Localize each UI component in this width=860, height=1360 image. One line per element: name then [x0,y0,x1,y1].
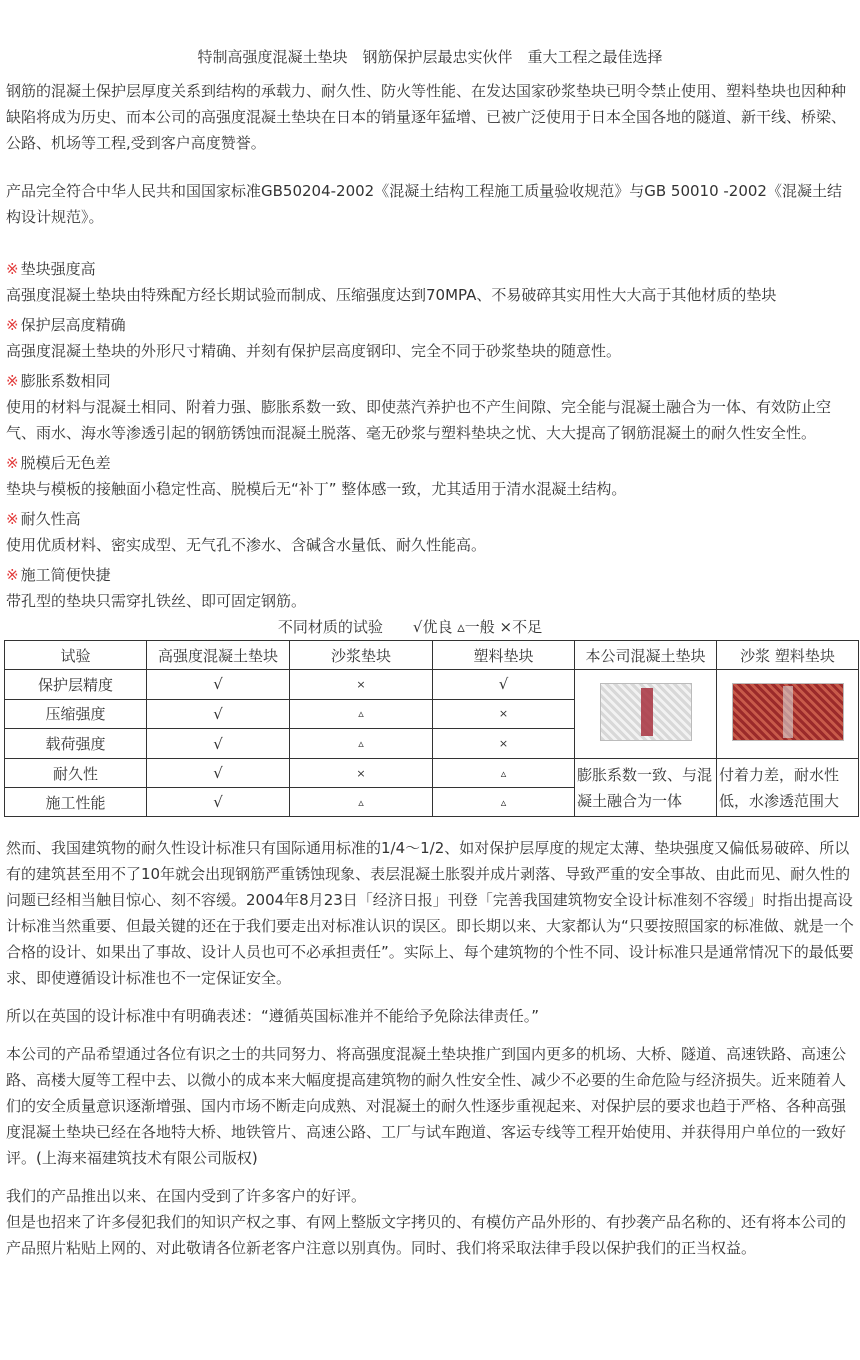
asterisk-mark-icon: ※ [6,372,19,390]
ip-warning-paragraph: 但是也招来了许多侵犯我们的知识产权之事、有网上整版文字拷贝的、有模仿产品外形的、有抄袭产品名称的、还有将本公司的产品照片粘贴上网的、对此敬请各位新老客户注意以别真伪。同时、我们将采取法律手段以保护我们的正当权益。 [6,1213,847,1257]
table-cell: √ [147,670,290,700]
article-title: 特制高强度混凝土垫块 钢筋保护层最忠实伙伴 重大工程之最佳选择 [197,48,663,66]
feature-heading: ※ 耐久性高 [6,510,81,528]
row-label: 压缩强度 [5,699,147,729]
feature-list [6,256,854,614]
table-cell: √ [433,670,575,700]
table-cell: √ [147,788,290,817]
feature-heading: ※ 施工简便快捷 [6,566,111,584]
other-block-photo-cell [717,670,859,759]
company-block-photo [600,683,692,741]
other-block-description: 付着力差，耐水性低，水渗透范围大 [717,759,859,817]
row-label: 耐久性 [5,759,147,788]
row-label: 载荷强度 [5,729,147,759]
standard-paragraph: 产品完全符合中华人民共和国国家标准GB50204-2002《混凝土结构工程施工质量验收规范》与GB 50010 -2002《混凝土结构设计规范》。 [6,182,842,226]
article [0,46,860,1261]
praise-paragraph: 我们的产品推出以来、在国内受到了许多客户的好评。 [6,1187,367,1205]
table-cell: √ [147,699,290,729]
table-row [5,759,859,788]
header-cell: 沙浆垫块 [290,641,433,670]
asterisk-mark-icon: ※ [6,454,19,472]
company-block-photo-cell [575,670,717,759]
uk-standard-paragraph: 所以在英国的设计标准中有明确表述：“遵循英国标准并不能给予免除法律责任。” [6,1007,540,1025]
header-cell: 试验 [5,641,147,670]
table-cell: ▵ [290,729,433,759]
asterisk-mark-icon: ※ [6,316,19,334]
comparison-table [4,640,859,817]
table-cell: ▵ [290,788,433,817]
table-cell: √ [147,729,290,759]
table-cell: × [433,729,575,759]
feature-text: 高强度混凝土垫块由特殊配方经长期试验而制成、压缩强度达到70MPA、不易破碎其实用性大大高于其他材质的垫块 [6,286,777,304]
feature-text: 使用的材料与混凝土相同、附着力强、膨胀系数一致、即使蒸汽养护也不产生间隙、完全能与混凝土融合为一体、有效防止空气、雨水、海水等渗透引起的钢筋锈蚀而混凝土脱落、毫无砂浆与塑料垫块之忧、大大提高了钢筋混凝土的耐久性安全性。 [6,398,832,442]
table-cell: ▵ [290,699,433,729]
asterisk-mark-icon: ※ [6,510,19,528]
header-cell: 高强度混凝土垫块 [147,641,290,670]
table-cell: × [290,759,433,788]
asterisk-mark-icon: ※ [6,260,19,278]
table-cell: √ [147,759,290,788]
feature-heading: ※ 垫块强度高 [6,260,96,278]
table-row [5,670,859,700]
table-cell: ▵ [433,759,575,788]
feature-text: 带孔型的垫块只需穿扎铁丝、即可固定钢筋。 [6,592,307,610]
feature-text: 高强度混凝土垫块的外形尺寸精确、并刻有保护层高度钢印、完全不同于砂浆垫块的随意性。 [6,342,622,360]
table-cell: ▵ [433,788,575,817]
table-cell: × [290,670,433,700]
row-label: 保护层精度 [5,670,147,700]
row-label: 施工性能 [5,788,147,817]
header-cell: 沙浆 塑料垫块 [717,641,859,670]
intro-paragraph: 钢筋的混凝土保护层厚度关系到结构的承载力、耐久性、防火等性能、在发达国家砂浆垫块已明令禁止使用、塑料垫块也因种种缺陷将成为历史、而本公司的高强度混凝土垫块在日本的销量逐年猛增、已被广泛使用于日本全国各地的隧道、新干线、桥梁、公路、机场等工程,受到客户高度赞誉。 [6,82,847,152]
asterisk-mark-icon: ※ [6,566,19,584]
other-block-photo [732,683,844,741]
durability-paragraph: 然而、我国建筑物的耐久性设计标准只有国际通用标准的1/4～1/2、如对保护层厚度的规定太薄、垫块强度又偏低易破碎、所以有的建筑甚至用不了10年就会出现钢筋严重锈蚀现象、表层混凝土胀裂并成片剥落、导致严重的安全事故、由此而见、耐久性的问题已经相当触目惊心、刻不容缓。2004年8月23日「经济日报」刊登「完善我国建筑物安全设计标准刻不容缓」时指出提高设计标准当然重要、但最关键的还在于我们要走出对标准认识的误区。即长期以来、大家都认为“只要按照国家的标准做、就是一个合格的设计、如果出了事故、设计人员也可不必承担责任”。实际上、每个建筑物的个性不同、设计标准只是通常情况下的最低要求、即使遵循设计标准也不一定保证安全。 [6,839,854,987]
header-cell: 本公司混凝土垫块 [575,641,717,670]
company-block-description: 膨胀系数一致、与混凝土融合为一体 [575,759,717,817]
header-cell: 塑料垫块 [433,641,575,670]
feature-heading: ※ 脱模后无色差 [6,454,111,472]
feature-text: 使用优质材料、密实成型、无气孔不渗水、含碱含水量低、耐久性能高。 [6,536,487,554]
table-cell: × [433,699,575,729]
feature-text: 垫块与模板的接触面小稳定性高、脱模后无“补丁” 整体感一致，尤其适用于清水混凝土结构。 [6,480,627,498]
promotion-paragraph: 本公司的产品希望通过各位有识之士的共同努力、将高强度混凝土垫块推广到国内更多的机场、大桥、隧道、高速铁路、高速公路、高楼大厦等工程中去、以微小的成本来大幅度提高建筑物的耐久性安全性、减少不必要的生命危险与经济损失。近来随着人们的安全质量意识逐渐增强、国内市场不断走向成熟、对混凝土的耐久性逐步重视起来、对保护层的要求也趋于严格、各种高强度混凝土垫块已经在各地特大桥、地铁管片、高速公路、工厂与试车跑道、客运专线等工程开始使用、并获得用户单位的一致好评。(上海来福建筑技术有限公司版权) [6,1045,847,1167]
feature-heading: ※ 保护层高度精确 [6,316,126,334]
table-header-row [5,641,859,670]
table-caption: 不同材质的试验 √优良 ▵一般 ×不足 [277,618,543,636]
feature-heading: ※ 膨胀系数相同 [6,372,111,390]
